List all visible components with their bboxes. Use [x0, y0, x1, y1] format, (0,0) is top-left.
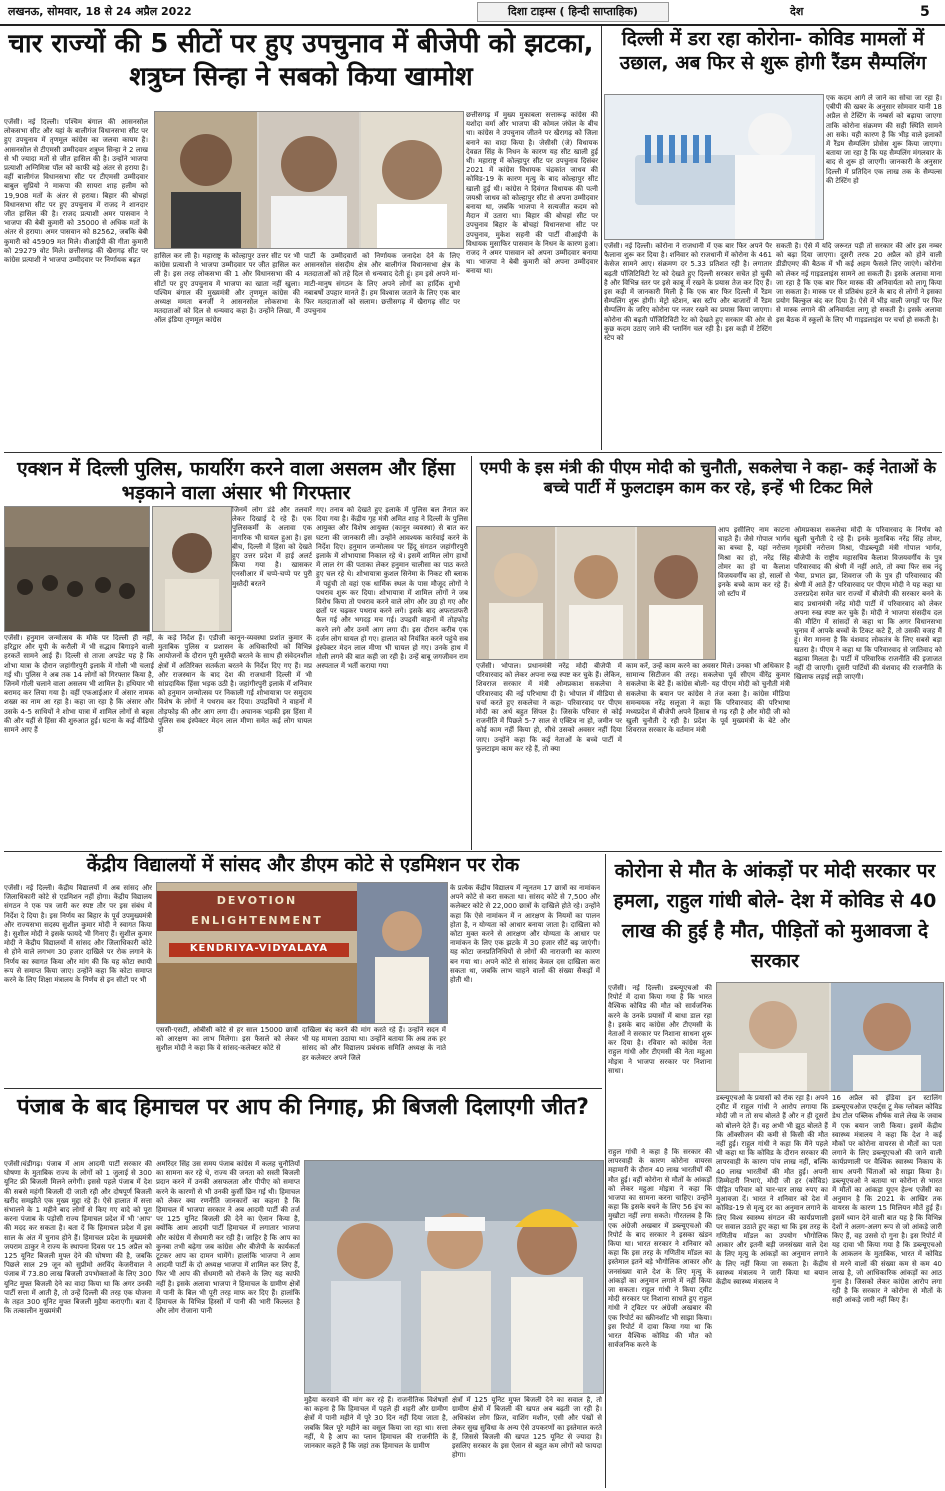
story3-headline: एक्शन में दिल्ली पुलिस, फायरिंग करने वाला असलम और हिंसा भड़काने वाला अंसार भी गिरफ्तार	[17, 458, 455, 504]
story1-headline: चार राज्यों की 5 सीटों पर हुए उपचुनाव में बीजेपी को झटका, शत्रुघ्न सिन्हा ने सबको किया खामोश	[8, 29, 594, 92]
story4-side: आप इसीलिए नाम काटना चाहते हैं। जैसे गोपाल भार्गव का बच्चा है, यहां नरोत्तम मिश्रा का हो, नरेंद्र सिंह तोमर का हो या कैलाश विजयवर्गीय का हो, सालों से इनके बच्चे काम कर रहे हैं। जो स्टॉप में	[718, 526, 790, 599]
edition-date: लखनऊ, सोमवार, 18 से 24 अप्रैल 2022	[8, 5, 192, 18]
page-number: 5	[920, 4, 930, 20]
section-divider	[4, 452, 942, 453]
story7-photo	[304, 1160, 604, 1394]
story7-col1: एजेंसी।चंडीगढ़। पंजाब में आम आदमी पार्टी सरकार की घोषणा के मुताबिक राज्य के लोगों को 1 जुलाई से 300 यूनिट फ्री बिजली मिलने लगेगी। इससे पहले पंजाब में देश की सबसे महंगी बिजली दी जाती रही और दोषपूर्ण बिजली खरीद समझौते एक मुख्य मुद्दा रहे हैं। ऐसे हालात में सत्ता संभालने के 1 महीने बाद लोगों से किए गए वादे को पूरा करना पंजाब के पड़ोसी राज्य हिमाचल प्रदेश में भी 'आप' की मदद कर सकता है। बता दें कि हिमाचल प्रदेश में इस साल के अंत में चुनाव होने हैं। हिमाचल प्रदेश के मुख्यमंत्री जयराम ठाकुर ने राज्य के स्थापना दिवस पर 15 अप्रैल को 125 यूनिट बिजली मुफ्त देने की घोषणा की है, जबकि पिछले साल 29 जून को सुप्रीमो अरविंद केजरीवाल ने पंजाब में 73.80 लाख बिजली उपभोक्ताओं के लिए 300 यूनिट मुफ्त बिजली देने का वादा किया था कि अगर उनकी पार्टी सत्ता में आती है, तो उन्हें दिल्ली की तरह एक योजना के तहत 300 यूनिट मुफ्त बिजली मुहैया कराएगी। बता दें कि तत्कालीन मुख्यमंत्री	[4, 1160, 152, 1316]
story4-headline: एमपी के इस मंत्री की पीएम मोदी को चुनौती, सकलेचा ने कहा- कई नेताओं के बच्चे पार्टी में फुलटाइम काम कर रहे, इन्हें भी टिकट मिले	[479, 458, 937, 497]
story3-left: एजेंसी। हनुमान जन्मोत्सव के मौके पर दिल्ली ही नहीं, हरिद्वार और यूपी के करौली में भी सद्भाव बिगाड़ने वाली हरकतें सामने आई हैं। दिल्ली से ताजा अपडेट यह है कि शोभा यात्रा के दौरान जहांगीरपुरी इलाके में गोली भी चलाई गई थी। पुलिस ने अब तक 14 लोगों को गिरफ्तार किया है, जिनमें गोली चलाने वाला असलम भी शामिल है। हथियार भी बरामद कर लिया गया है। वहीं एफआईआर में अंसार नामक शख्स का नाम आ रहा है। कहा जा रहा है कि अंसार और उसके 4-5 साथियों ने शोभा यात्रा में शामिल लोगों से बहस की और यहीं से हिंसा की शुरुआत हुई। घटना के कई वीडियो सामने आए हैं	[4, 634, 154, 735]
masthead-name: दिशा टाइम्स ( हिन्दी साप्ताहिक)	[477, 2, 669, 22]
story5-photo	[156, 882, 448, 1024]
story7-col3: मुहैया करवाने की मांग कर रहे हैं। राजनीतिक विशेषज्ञों का कहना है कि हिमाचल में पहले ही शहरी और ग्रामीण क्षेत्रों में पानी महीने में पूरे 30 दिन नहीं दिया जाता है, जबकि बिल पूरे महीने का वसूल किया जा रहा था। सत्ता नहीं, ये है आप का प्लान हिमाचल की राजनीति के जानकार कहते हैं कि जहां तक हिमाचल के ग्रामीण	[304, 1396, 448, 1451]
column-divider	[471, 456, 472, 850]
story7-headline: पंजाब के बाद हिमाचल पर आप की निगाह, फ्री बिजली दिलाएगी जीत?	[17, 1095, 589, 1120]
story6-col1: राहुल गांधी ने कहा है कि सरकार की लापरवाही के कारण कोरोना वायरस महामारी के दौरान 40 लाख भारतीयों की मौत हुई। वहीं कोरोना से मौतों के आंकड़ों को लेकर महुआ मोइत्रा ने कहा कि भाजपा का सामना करना चाहिए। उन्होंने कहा कि इसके बचने के लिए 56 इंच का मुखौटा नहीं लगा सकते। गौरतलब है कि एक अंग्रेजी अखबार में डब्ल्यूएचओ की रिपोर्ट के बाद सरकार ने इसका खंडन किया था। भारत सरकार ने शनिवार को कहा कि इस तरह के गणितीय मॉडल का इस्तेमाल इतने बड़े भौगोलिक आकार और जनसंख्या वाले देश के लिए मृत्यु के आंकड़ों का अनुमान लगाने में नहीं किया जा सकता। राहुल गांधी ने किया ट्वीट मोदी सरकार पर निशाना साधते हुए राहुल गांधी ने ट्विटर पर अंग्रेजी अखबार की एक रिपोर्ट का स्क्रीनशॉट भी साझा किया। इस रिपोर्ट में दावा किया गया था कि भारत वैश्विक कोविड की मौत को सार्वजनिक करने के	[608, 1148, 712, 1350]
crowd-violence-image	[5, 507, 149, 631]
column-divider	[605, 854, 606, 1488]
photo-sign-school: KENDRIYA-VIDYALAYA	[169, 943, 349, 957]
story1-col1: एजेंसी। नई दिल्ली। पश्चिम बंगाल की आसनसोल लोकसभा सीट और यहां के बालीगंज विधानसभा सीट पर हुए उपचुनाव में तृणमूल कांग्रेस का जलवा कायम है। आसनसोल से टीएमसी उम्मीदवार शत्रुघ्न सिन्हा ने 2 लाख से भी ज्यादा मतों से जीत हासिल की है। उन्होंने भाजपा प्रत्याशी अग्निमित्रा पॉल को काफी बड़े अंतर से हराया है। वहीं बालीगंज विधानसभा सीट पर टीएमसी उम्मीदवार बाबुल सुप्रियो ने माकपा की सायरा शाह हलीम को 19,908 मतों के अंतर से हराया। बिहार की बोचहां विधानसभा सीट पर हुए उपचुनाव में राजद ने शानदार जीत हासिल की है। राजद प्रत्याशी अमर पासवान ने भाजपा की बेबी कुमारी को 35000 से अधिक मतों के अंतर से हराया। अमर पासवान को 82562, जबकि बेबी कुमारी को 45909 मत मिले। वीआईपी की गीता कुमारी को 29279 वोट मिले। छत्तीसगढ़ की खैरागढ़ सीट पर कांग्रेस प्रत्याशी ने भाजपा उम्मीदवार पर निर्णायक बढ़त	[4, 118, 148, 265]
story5-headline: केंद्रीय विद्यालयों में सांसद और डीएम कोटे से एडमिशन पर रोक	[86, 854, 520, 876]
story4-right: ओमप्रकाश सकलेचा मोदी के परिवारवाद के निर्णय को खुली चुनौती दे रहे हैं। इनके मुताबिक नरेंद्र सिंह तोमर, गृहमंत्री नरोत्तम मिश्रा, पीडब्ल्यूडी मंत्री गोपाल भार्गव, बीजेपी के राष्ट्रीय महासचिव कैलाश विजयवर्गीय के पुत्र परिवारवाद की श्रेणी में नहीं आते, तो क्या फिर सब नंदू भैया, प्रभात झा, शिवराज जी के पुत्र ही परिवारवाद की श्रेणी में आते हैं? परिवारवाद पर पीएम मोदी ने यह कहा था उत्तरप्रदेश समेत चार राज्यों में बीजेपी की सरकार बनने के बाद प्रधानमंत्री नरेंद्र मोदी पार्टी में परिवारवाद को लेकर अपना रुख स्पष्ट कर चुके हैं। मोदी ने भाजपा संसदीय दल की मीटिंग में सांसदों से कहा था कि अगर विधानसभा चुनाव में आपके बच्चों के टिकट कटे हैं, तो उसकी वजह मैं हूं। मेरा मानना है कि वंशवाद लोकतंत्र के लिए सबसे बड़ा खतरा है। पीएम ने कहा था कि परिवारवाद से जातिवाद को बढ़ावा मिलता है। पार्टी में परिवारिक राजनीति की इजाजत नहीं दी जाएगी। दूसरी पार्टियों की वंशवाद की राजनीति के खिलाफ लड़ाई लड़ी जाएगी।	[794, 526, 942, 682]
photo-sign-top: DEVOTION ENLIGHTENMENT	[157, 891, 357, 931]
aap-leaders-image	[305, 1161, 603, 1393]
story2-right-top: एक कदम आगे ले जाने का सोचा जा रहा है। एबीपी की खबर के अनुसार सोमवार यानी 18 अप्रैल से टेस्टिंग के नम्बर्स को बढ़ाया जाएगा ताकि कोरोना संक्रमण की सही स्थिति सामने आ सके। यही कारण है कि भीड़ वाले इलाकों में रैंडम सैम्पलिंग प्रोसेस शुरू किया जाएगा। बताया जा रहा है कि यह सैम्पलिंग मंगलवार के बाद से शुरू हो जाएगी। जानकारी के अनुसार दिल्ली में प्रतिदिन एक लाख तक के सैम्पल्स की टेस्टिंग हो	[826, 94, 942, 185]
story3-photo-2	[152, 506, 232, 632]
story3-right: गए। तनाव को देखते हुए इलाके में पुलिस बल तैनात कर दिया गया है। केंद्रीय गृह मंत्री अमित शाह ने दिल्ली के पुलिस आयुक्त और विशेष आयुक्त (कानून व्यवस्था) से बात कर घटना की जानकारी ली। उन्होंने आवश्यक कार्रवाई करने के निर्देश दिए। हनुमान जन्मोत्सव पर हिंदू संगठन जहांगीरपुरी इलाके में शोभायात्रा निकाल रहे थे। इसमें शामिल लोग हाथों में लाल रंग की पताका लेकर हनुमान चालीसा का पाठ करते हुए चल रहे थे। शोभायात्रा कुशल सिनेमा के निकट सी ब्लाक में पहुंची तो वहां एक धार्मिक स्थल के पास मौजूद लोगों ने पथराव शुरू कर दिया। शोभायात्रा में शामिल लोगों ने जब विरोध किया तो पथराव करने वाले लोग और उग्र हो गए और छतों पर चढ़कर पथराव करने लगे। इसके बाद अफरातफरी फैल गई और भगदड़ मच गई। उपद्रवी वाहनों में तोड़फोड़ करने लगे और उनमें आग लगा दी। इस दौरान करीब एक दर्जन लोग घायल हो गए। हालात को नियंत्रित करने पहुंचे सब इंस्पेक्टर मेदन लाल मीणा भी घायल हो गए। उनके हाथ में गोली लगने की बात कही जा रही है। उन्हें बाबू जगजीवन राम अस्पताल में भर्ती कराया गया	[316, 506, 468, 671]
story4-mid: काम करें, उन्हें काम करने का अवसर मिले। उनका भी अधिकार है सामान्य सिटीजन की तरह। सकलेचा पूर्व सीएम वीरेंद्र कुमार सकलेचा के बेटे हैं। कांग्रेस बोली- यह पीएम मोदी को चुनौती मंत्री सकलेचा के बयान पर कांग्रेस ने तंज कसा है। कांग्रेस मीडिया समन्वयक नरेंद्र सलूजा ने कहा कि परिवारवाद की परिभाषा मध्यप्रदेश में बीजेपी अपने हिसाब से गढ़ रही है और मोदी जी को खुली चुनौती दे रही है। प्रदेश के पूर्व मुख्यमंत्री के बेटे और शिवराज सरकार के वर्तमान मंत्री	[626, 662, 790, 735]
leaders-portrait-image	[477, 527, 715, 659]
story3-side: जिनमें लोग डंडे और तलवारें लेकर दिखाई दे रहे हैं। एक पुलिसकर्मी के अलावा एक नागरिक भी घायल हुआ है। इस बीच, दिल्ली में हिंसा को देखते हुए उत्तर प्रदेश में हाई अलर्ट किया गया है। खासकर एनसीआर में चप्पे-चप्पे पर पुरी मुस्तैदी बरतने	[232, 506, 312, 588]
section-divider	[4, 1088, 602, 1089]
story1-col4: छत्तीसगढ़ में मुख्य मुकाबला सत्तारूढ़ कांग्रेस की यशोदा वर्मा और भाजपा की कोमल जंघेल के बीच था। कांग्रेस ने उपचुनाव जीतने पर खैरागढ़ को जिला बनाने का वादा किया है। जेसीसी (जे) विधायक देवव्रत सिंह के निधन के कारण यह सीट खाली हुई थी। महाराष्ट्र में कोल्हापुर सीट पर उपचुनाव दिसंबर 2021 में कांग्रेस विधायक चंद्रकांत जाधव की कोविड-19 के कारण मृत्यु के बाद कोल्हापुर सीट खाली हुई थी। कांग्रेस ने दिवंगत विधायक की पत्नी जयश्री जाधव को कोल्हापुर सीट से अपना उम्मीदवार बनाया था, जबकि भाजपा ने सत्यजीत कदम को मैदान में उतारा था। बिहार की बोचहां सीट पर उपचुनाव बिहार के बोचहां विधानसभा सीट पर उपचुनाव, मुकेश सहनी की पार्टी वीआईपी के विधायक मुसाफिर पासवान के निधन के कारण हुआ। राजद ने अमर पासवान को अपना उम्मीदवार बनाया था। भाजपा ने बेबी कुमारी को अपना उम्मीदवार बनाया था।	[466, 111, 598, 276]
story1-photo	[154, 111, 464, 249]
story2-photo	[604, 94, 824, 240]
story6-top: एजेंसी। नई दिल्ली। डब्ल्यूएचओ की रिपोर्ट में दावा किया गया है कि भारत वैश्विक कोविड की मौत को सार्वजनिक करने के उनके प्रयासों में बाधा डाल रहा है। इसके बाद कांग्रेस और टीएमसी के नेताओं ने सरकार पर निशाना साधना शुरू कर दिया है। रविवार को कांग्रेस नेता राहुल गांधी और टीएमसी की नेता महुआ मोइत्रा ने भाजपा सरकार पर निशाना साधा।	[608, 984, 712, 1075]
story5-right: के प्रत्येक केंद्रीय विद्यालय में न्यूनतम 17 छात्रों का नामांकन अपने कोटे से करा सकता था। सांसद कोटे से 7,500 और कलेक्टर कोटे से 22,000 छात्रों के दाखिले होते रहे। उन्होंने कहा कि ऐसे नामांकन में न आरक्षण के नियमों का पालन होता है, न योग्यता को आधार बनाया जाता है। दाखिला को कोटा मुक्त करने से आरक्षण और योग्यता के आधार पर नामांकन के लिए एक झटके में 30 हजार सीटें बढ़ जाएंगी। यह कोटा जनप्रतिनिधियों से लोगों की नाराजगी का कारण बन गया था। अपने कोटे से सांसद केवल दस दाखिला करा सकता था, जबकि लाभ चाहने वालों की संख्या सैकड़ों में होती थी।	[450, 884, 600, 985]
story6-headline: कोरोना से मौत के आंकड़ों पर मोदी सरकार पर हमला, राहुल गांधी बोले- देश में कोविड से 40 लाख की हुई है मौत, पीड़ितों को मुआवजा दे सरकार	[613, 860, 937, 972]
story5-left: एजेंसी। नई दिल्ली। केंद्रीय विद्यालयों में अब सांसद और जिलाधिकारी कोटे से एडमिशन नहीं होगा। केंद्रीय विद्यालय संगठन ने एक पत्र जारी कर स्पष्ट तौर पर इस संबंध में निर्देश दे दिया है। इस निर्णय का बिहार के पूर्व उपमुख्यमंत्री और राज्यसभा सदस्य सुशील कुमार मोदी ने स्वागत किया है। सुशील मोदी ने इसके फायदे भी गिनाए हैं। सुशील कुमार मोदी ने केंद्रीय विद्यालयों में सांसद और जिलाधिकारी कोटे से होने वाले लगभग 30 हजार दाखिले पर रोक लगाने के निर्णय का स्वागत किया और मांग की कि यह कोटा स्थायी रूप से समाप्त किया जाए। उन्होंने कहा कि कोटा समाप्त करने के लिए शिक्षा मंत्रालय के निर्णय से इन सीटों पर भी	[4, 884, 152, 985]
section-divider	[4, 851, 942, 852]
modi-rahul-portrait-image	[717, 983, 943, 1091]
sushil-modi-portrait-image	[357, 883, 447, 1023]
column-divider	[601, 26, 602, 450]
story1-col3: पार्टी के उम्मीदवारों को निर्णायक जनादेश देने के लिए आसनसोल संसदीय क्षेत्र और बालीगंज विधानसभा क्षेत्र के मतदाताओं को तहे दिल से धन्यवाद देती हूं। हम इसे अपने मां-माटी-मानुष संगठन के लिए अपने लोगों का हार्दिक शुभो नबाबर्षो उपहार मानते हैं। हम विश्वास जताने के लिए एक बार फिर मतदाताओं को सलाम। छत्तीसगढ़ में खैरागढ़ सीट पर उपचुनाव	[304, 252, 460, 316]
story6-col3: 16 अप्रैल को इंडिया इन स्टालिंग डब्ल्यूएचओज एफर्ट्स टू मेक ग्लोबल कोविड डेथ टोल पब्लिक शीर्षक वाले लेख के जवाब में एक बयान जारी किया। इसमें केंद्रीय स्वास्थ्य मंत्रालय ने कहा कि देश ने कई मौकों पर कोरोना वायरस से मौतों का पता लगाने के लिए डब्ल्यूएचओ की जाने वाली कार्यप्रणाली पर वैश्विक स्वास्थ्य निकाय के साथ अपनी चिंताओं को साझा किया है। डब्ल्यूएचओ ने बताया था कोरोना से भारत में मौतों का आंकड़ा यूएन हेल्थ एजेंसी का अनुमान है कि 2021 के आखिर तक वायरस के कारण 15 मिलियन मौतें हुई हैं। इसमें ध्यान देने वाली बात यह है कि विभिन्न देशों ने अलग-अलग रूप से जो आंकड़े जारी किए हैं, वह उससे दो गुना है। इस रिपोर्ट में यह दावा भी किया गया है कि डब्ल्यूएचओ के आकलन के मुताबिक, भारत में कोविड से मरने वालों की संख्या कम से कम 40 लाख है, जो आधिकारिक आंकड़ों का आठ गुना है। जिसको लेकर कांग्रेस आरोप लगा रही है कि सरकार ने कोरोना से मौतों के सही आंकड़े जारी नहीं किए हैं।	[832, 1094, 942, 1305]
story7-col4: क्षेत्रों में 125 यूनिट मुफ्त बिजली देने का सवाल है, तो ग्रामीण क्षेत्रों में बिजली की खपत अब बढ़ती जा रही है। अधिकांश लोग फ्रिज, वाशिंग मशीन, एसी और पंखों से लेकर सुख सुविधा के अन्य ऐसे उपकरणों का इस्तेमाल करते हैं, जिससे बिजली की खपत 125 यूनिट से ज्यादा है। इसलिए सरकार के इस ऐलान से बहुत कम लोगों को फायदा होगा।	[452, 1396, 602, 1460]
story2-left: एजेंसी। नई दिल्ली। कोरोना ने राजधानी में एक बार फिर अपने पैर फैलाना शुरू कर दिया है। शनिवार को राजधानी में कोरोना के 461 केसेज सामने आए। संक्रमण दर 5.33 प्रतिशत रही है। लगातार बढ़ती पॉजिटिविटी रेट को देखते हुए दिल्ली सरकार सचेत हो चुकी है और विभिन्न स्तर पर इसे काबू में रखने के प्रयास तेज कर दिए हैं। इस कड़ी में जानकारी मिली है कि एक बार फिर दिल्ली में रैंडम सैम्पलिंग शुरू होगी। मेट्रो स्टेशन, बस स्टॉप और बाजारों में रैंडम सैम्पलिंग के जरिए कोरोना पर नजर रखने का प्रयास किया जाएगा। कोरोना की बढ़ती पॉजिटिविटी रेट को देखते हुए सरकार की ओर से कुछ कदम उठाए जाने की प्लानिंग चल रही है। इस कड़ी में टेस्टिंग स्टेप को	[604, 242, 772, 343]
politicians-portrait-image	[155, 112, 463, 248]
story2-headline: दिल्ली में डरा रहा कोरोना- कोविड मामलों में उछाल, अब फिर से शुरू होगी रैंडम सैम्पलिंग	[619, 28, 927, 74]
story3-mid: के कड़े निर्देश हैं। एडीजी कानून-व्यवस्था प्रशांत कुमार के मुताबिक पुलिस व प्रशासन के अधिकारियों को विभिन्न आयोजनों के दौरान पूरी मुस्तैदी बरतने के साथ ही संवेदनशील क्षेत्रों में अतिरिक्त सतर्कता बरतने के निर्देश दिए गए हैं। मप्र और राजस्थान के बाद देश की राजधानी दिल्ली में भी सांप्रदायिक हिंसा भड़क उठी है। जहांगीरपुरी इलाके में शनिवार को हनुमान जन्मोत्सव पर निकाली गई शोभायात्रा पर समुदाय विशेष के लोगों ने पथराव कर दिया। उपद्रवियों ने वाहनों में तोड़फोड़ की और आग लगा दी। अचानक भड़की इस हिंसा में पुलिस सब इंस्पेक्टर मेदन लाल मीणा समेत कई लोग घायल हो	[158, 634, 312, 735]
story7-col2: अमरिंदर सिंह उस समय पंजाब कांग्रेस में कलह चुनौतियों का सामना कर रहे थे, राज्य की जनता को सस्ती बिजली प्रदान करने में उनकी असफलता और पीपीए को समाप्त करने के कारणों से भी उनकी कुर्सी छिन गई थी। हिमाचल को लेकर क्या रणनीति जानकारों का कहना है कि हिमाचल में भाजपा सरकार ने अब आदमी पार्टी की तर्ज पर 125 यूनिट बिजली फ्री देने का ऐलान किया है, क्योंकि आम आदमी पार्टी हिमाचल में लगातार भाजपा और कांग्रेस में सेंधमारी कर रही है। जाहिर है कि आप का कुनबा तभी बढ़ेगा जब कांग्रेस और बीजेपी के कार्यकर्ता टूटकर आप का दामन थामेंगे। हालांकि भाजपा ने आम आदमी पार्टी के दो अध्यक्ष भाजपा में शामिल कर लिए हैं, फिर भी आप की सेंधमारी को रोकने के लिए यह काफी नहीं है। इसके अलावा भाजपा ने हिमाचल के ग्रामीण क्षेत्रों में पानी के बिल भी पूरी तरह माफ कर दिए हैं। हालांकि हिमाचल के विभिन्न हिस्सों में पानी की भारी किल्लत है और लोग रोजाना पानी	[156, 1160, 300, 1316]
story6-photo	[716, 982, 944, 1092]
story3-photo-1	[4, 506, 150, 632]
story6-col2: डब्ल्यूएचओ के प्रयासों को रोक रहा है। अपने ट्वीट में राहुल गांधी ने आरोप लगाया कि मोदी जी न तो सच बोलते हैं और न ही दूसरों को बोलने देते हैं। वह अभी भी झूठ बोलते हैं कि ऑक्सीजन की कमी से किसी की मौत नहीं हुई। राहुल गांधी ने कहा कि मैंने पहले भी कहा था कि कोविड के दौरान सरकार की लापरवाही के कारण पांच लाख नहीं, बल्कि 40 लाख भारतीयों की मौत हुई। अपनी जिम्मेदारी निभाएं, मोदी जी हर (कोविड) पीड़ित परिवार को चार-चार लाख रुपए का मुआवजा दें। भारत ने शनिवार को देश में कोविड-19 से मृत्यु दर का अनुमान लगाने के लिए विश्व स्वास्थ्य संगठन की कार्यप्रणाली पर सवाल उठाते हुए कहा था कि इस तरह के गणितीय मॉडल का उपयोग भौगोलिक आकार और इतनी बड़ी जनसंख्या वाले देश के लिए मृत्यु के आंकड़ों का अनुमान लगाने के लिए नहीं किया जा सकता है। केंद्रीय स्वास्थ्य मंत्रालय ने जारी किया था बयान केंद्रीय स्वास्थ्य मंत्रालय ने	[716, 1094, 828, 1287]
story4-left: एजेंसी। भोपाल। प्रधानमंत्री नरेंद्र मोदी बीजेपी में परिवारवाद को लेकर अपना रुख स्पष्ट कर चुके हैं। लेकिन, शिवराज सरकार में मंत्री ओमप्रकाश सकलेचा ने परिवारवाद की नई परिभाषा दी है। भोपाल में मीडिया से चर्चा करते हुए सकलेचा ने कहा- परिवारवाद पर पीएम मोदी का अर्थ बहुत सिंपल है। जिसके परिवार से कोई राजनीति में पिछले 5-7 साल से एक्टिव ना हो, जमीन पर कोई काम नहीं किया हो, सीधे उसको अवसर नहीं दिया जाए। उन्होंने कहा कि कई नेताओं के बच्चे पार्टी में फुलटाइम काम कर रहे हैं, तो क्या	[476, 662, 622, 753]
story1-col2: हासिल कर ली है। महाराष्ट्र के कोल्हापुर उत्तर सीट पर भी कांग्रेस प्रत्याशी ने भाजपा उम्मीदवार पर जीत हासिल कर ली है। इस तरह लोकसभा की 1 और विधानसभा की 4 सीटों पर हुए उपचुनाव में भाजपा का खाता नहीं खुला। पश्चिम बंगाल की मुख्यमंत्री और तृणमूल कांग्रेस की अध्यक्ष ममता बनर्जी ने आसनसोल लोकसभा के मतदाताओं को दिल से धन्यवाद कहा है। उन्होंने लिखा, मैं ऑल इंडिया तृणमूल कांग्रेस	[154, 252, 300, 325]
story2-mid: सकती है। ऐसे में यदि जरूरत पड़ी तो सरकार की ओर इस नम्बर को बढ़ा दिया जाएगा। दूसरी तरफ 20 अप्रैल को होने वाली डीडीएमए की बैठक में भी कई अहम फैसले लिए जाएंगे। कोरोना को लेकर नई गाइडलाइंस सामने आ सकती हैं। इसके अलावा माना जा रहा है कि एक बार फिर मास्क की अनिवार्यता को लागू किया जा सकता है। मास्क पर से प्रतिबंध हटने के बाद से लोगों ने इसका प्रयोग बिल्कुल बंद कर दिया है। ऐसे में भीड़ वाली जगहों पर फिर से मास्क लगाने की अनिवार्यता लागू हो सकती है। इसके अलावा इस बैठक में स्कूलों के लिए भी गाइडलाइंस पर चर्चा हो सकती है।	[776, 242, 942, 324]
story5-mid2: दाखिला बंद करने की मांग करते रहे हैं। उन्होंने सदन में भी यह मामला उठाया था। उन्होंने बताया कि अब तक हर सांसद को और विद्यालय प्रबंधक समिति अध्यक्ष के नाते हर कलेक्टर अपने जिले	[302, 1026, 446, 1062]
story5-mid1: एससी-एसटी, ओबीसी कोटे से हर साल 15000 छात्रों को आरक्षण का लाभ मिलेगा। इस फैसले को लेकर सुशील मोदी ने कहा कि वे सांसद-कलेक्टर कोटे से	[156, 1026, 298, 1053]
accused-portrait-image	[153, 507, 231, 631]
lab-sampling-image	[605, 95, 823, 239]
story4-photo	[476, 526, 716, 660]
page-header	[0, 0, 945, 26]
section-label: देश	[790, 5, 804, 18]
